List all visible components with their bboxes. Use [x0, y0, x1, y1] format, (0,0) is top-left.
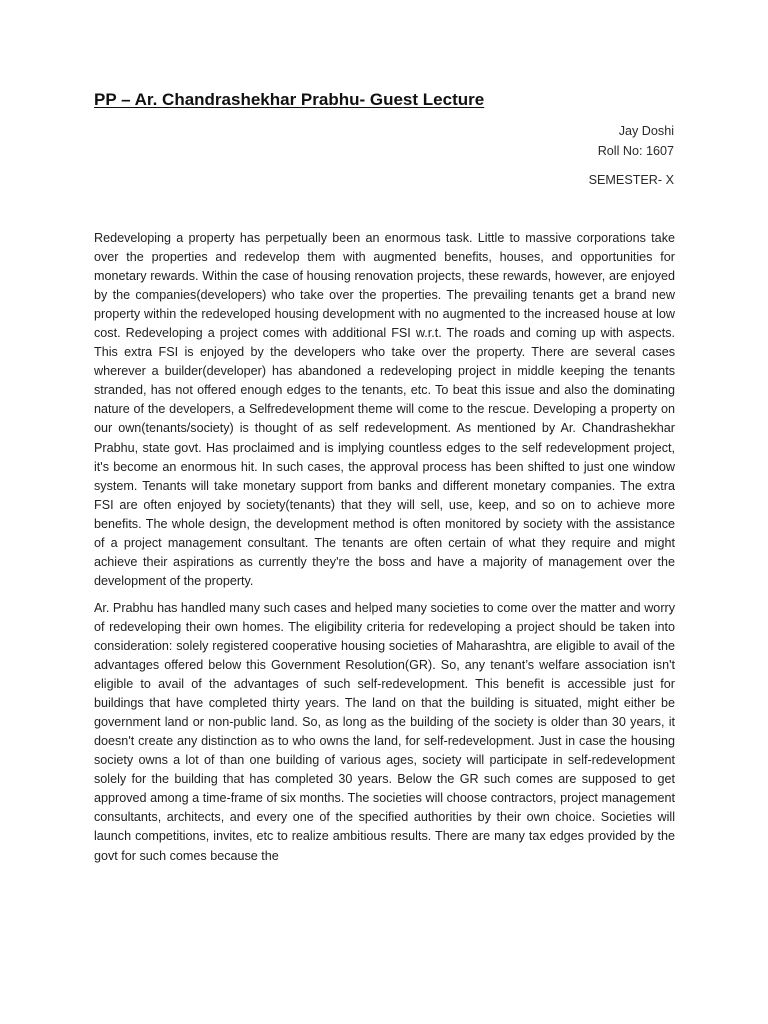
author-name: Jay Doshi: [618, 124, 674, 138]
paragraph-2: Ar. Prabhu has handled many such cases and helped many societies to come over the matter and worry of redeveloping their own homes. The eligibility criteria for redeveloping a project should be taken into consideration: solely registered cooperative housing societies of Maharashtra, are eligible to avail of the advantages offered below this Government Resolution(GR). So, any tenant’s welfare association isn't eligible to avail of the advantages of such self-redevelopment. This benefit is accessible just for buildings that have completed thirty years. The land on that the building is situated, might either be government land or non-public land. So, as long as the building of the society is older than 30 years, it doesn't create any distinction as to who owns the land, for self-redevelopment. Just in case the housing society owns a lot of than one building of various ages, society will participate in self-redevelopment solely for the building that has completed 30 years. Below the GR such comes are supposed to get approved among a time-frame of six months. The societies will choose contractors, project management consultants, architects, and every one of the specified authorities by their own choice. Societies will launch competitions, invites, etc to realize ambitious results. There are many tax edges provided by the govt for such comes because the: [94, 600, 675, 863]
roll-number: Roll No: 1607: [597, 144, 674, 158]
document-body: [94, 229, 675, 874]
document-title: PP – Ar. Chandrashekhar Prabhu- Guest Lecture: [94, 90, 485, 109]
semester-label: SEMESTER- X: [588, 173, 674, 187]
paragraph-1: Redeveloping a property has perpetually been an enormous task. Little to massive corporations take over the properties and redevelop them with augmented benefits, houses, and opportunities for monetary rewards. Within the case of housing renovation projects, these rewards, however, are enjoyed by the companies(developers) who take over the properties. The prevailing tenants get a brand new property within the redeveloped housing development with no augmented to the increased house at low cost. Redeveloping a project comes with additional FSI w.r.t. The roads and coming up with aspects. This extra FSI is enjoyed by the developers who take over the property. There are several cases wherever a builder(developer) has abandoned a redeveloping project in middle keeping the tenants stranded, has not offered enough edges to the tenants, etc. To beat this issue and also the dominating nature of the developers, a Selfredevelopment theme will come to the rescue. Developing a property on our own(tenants/society) is thought of as self redevelopment. As mentioned by Ar. Chandrashekhar Prabhu, state govt. Has proclaimed and is implying countless edges to the self redevelopment project, it's become an enormous hit. In such cases, the approval process has been shifted to just one window system. Tenants will take monetary support from banks and different monetary companies. The extra FSI are often enjoyed by society(tenants) that they will sell, use, keep, and so on to achieve more benefits. The whole design, the development method is often monitored by society with the assistance of a project management consultant. The tenants are often certain of what they require and might achieve their aspirations as currently they're the boss and have a majority of management over the development of the property.: [94, 231, 675, 588]
